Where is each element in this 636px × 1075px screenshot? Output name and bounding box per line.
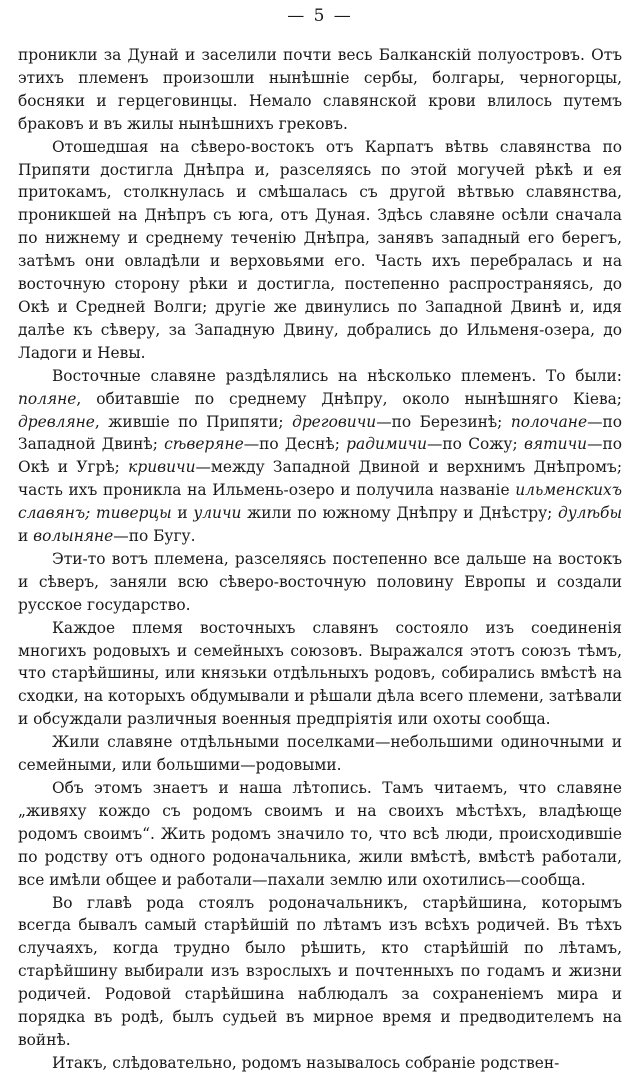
tribes-text-10: и [171, 504, 194, 523]
page-body [18, 44, 622, 1075]
paragraph-continuation: проникли за Дунай и заселили почти весь Балканскій полуостровъ. Отъ этихъ племенъ произошли нынѣшніе сербы, болгары, черногорцы, босняки и герцеговинцы. Немало славянской крови влилось путемъ браковъ и въ жилы нынѣшнихъ грековъ. [18, 46, 622, 133]
tribes-text-4: —по Березинѣ; [376, 412, 511, 431]
tribe-name-drevlyane: древляне [18, 412, 95, 431]
tribes-text-1: Восточные славяне раздѣлялись на нѣсколько племенъ. То были: [52, 366, 622, 385]
book-page [18, 0, 623, 1072]
tribes-text-12: и [18, 527, 34, 546]
tribe-name-vyatichi: вятичи [523, 435, 588, 454]
tribes-text-11: жили по южному Днѣпру и Днѣстру; [241, 504, 558, 523]
tribes-text-2: , обитавшіе по среднему Днѣпру, около нынѣшняго Кіева; [76, 389, 622, 408]
paragraph-settlement: Эти-то вотъ племена, разселяясь постепенно все дальше на востокъ и сѣверъ, заняли всю сѣверо-восточную половину Европы и создали русское государство. [18, 549, 622, 614]
paragraph-tribes [18, 365, 622, 548]
paragraph-villages: Жили славяне отдѣльными поселками—небольшими одиночными и семейными, или большими—родовыми. [18, 733, 622, 775]
paragraph-conclusion: Итакъ, слѣдовательно, родомъ называлось собраніе родствен- [52, 1053, 560, 1072]
tribes-text-5: —по Западной Двинѣ; [18, 412, 622, 454]
tribes-text-3: , жившіе по Припяти; [94, 412, 293, 431]
tribe-name-ilmen-tivertsy: ильменскихъ славянъ; тиверцы [18, 481, 622, 523]
tribes-text-9: —между Западной Двиной и верхнимъ Днѣпромъ; часть ихъ проникла на Ильмень-озеро и получила названіе [18, 458, 622, 500]
tribe-name-krivichi: кривичи [128, 458, 196, 477]
tribe-name-polochane: полочане [510, 412, 588, 431]
tribes-text-13: —по Бугу. [113, 527, 196, 546]
tribe-name-volynyane: волыняне [33, 527, 114, 546]
paragraph-eastern-branch: Отошедшая на сѣверо-востокъ отъ Карпатъ вѣтвь славянства по Припяти достигла Днѣпра и, разселяясь по этой могучей рѣкѣ и ея притокамъ, столкнулась и смѣшалась съ другой вѣтвью славянства, проникшей на Днѣпръ съ юга, отъ Дуная. Здѣсь славяне осѣли сначала по нижнему и среднему теченію Днѣпра, занявъ западный его берегъ, затѣмъ они овладѣли и верховьями его. Часть ихъ перебралась и на восточную сторону рѣки и достигла, постепенно распространяясь, до Окѣ и Средней Волги; другіе же двинулись по Западной Двинѣ и, идя далѣе къ сѣверу, за Западную Двину, добрались до Ильменя-озера, до Ладоги и Невы. [18, 137, 622, 362]
tribes-text-7: —по Сожу; [427, 435, 524, 454]
paragraph-chronicle: Объ этомъ знаетъ и наша лѣтопись. Тамъ читаемъ, что славяне „живяху кождо съ родомъ своимъ и на своихъ мѣстѣхъ, владѣюще родомъ своимъ“. Жить родомъ значило то, что всѣ люди, происходившіе по родству отъ одного родоначальника, жили вмѣстѣ, вмѣстѣ работали, все имѣли общее и работали—пахали землю или охотились—сообща. [18, 779, 622, 889]
tribes-text-6: —по Деснѣ; [243, 435, 347, 454]
page-number: — 5 — [287, 6, 353, 26]
paragraph-unions: Каждое племя восточныхъ славянъ состояло изъ соединенія многихъ родовыхъ и семейныхъ союзовъ. Выражался этотъ союзъ тѣмъ, что старѣйшины, или князьки отдѣльныхъ родовъ, собирались вмѣстѣ на сходки, на которыхъ обдумывали и рѣшали дѣла всего племени, затѣвали и обсуждали различныя военныя предпріятія или охоты сообща. [18, 618, 622, 729]
tribe-name-duleby: дулѣбы [558, 504, 622, 523]
tribe-name-severyane: сѣверяне [164, 435, 244, 454]
tribe-name-ulichi: уличи [193, 504, 242, 523]
tribe-name-radimichi: радимичи [346, 435, 428, 454]
tribe-name-dregovichi: дреговичи [292, 412, 377, 431]
tribes-text-8: —по Окѣ и Угрѣ; [18, 435, 623, 477]
tribe-name-polyane: поляне [18, 389, 77, 408]
paragraph-elder: Во главѣ рода стоялъ родоначальникъ, старѣйшина, которымъ всегда бывалъ самый старѣйшій по лѣтамъ изъ всѣхъ родичей. Въ тѣхъ случаяхъ, когда трудно было рѣшить, кто старѣйшій по лѣтамъ, старѣйшину выбирали изъ взрослыхъ и почтенныхъ по годамъ и жизни родичей. Родовой старѣйшина наблюдалъ за сохраненіемъ мира и порядка въ родѣ, былъ судьей въ мирное время и предводителемъ на войнѣ. [18, 893, 622, 1049]
